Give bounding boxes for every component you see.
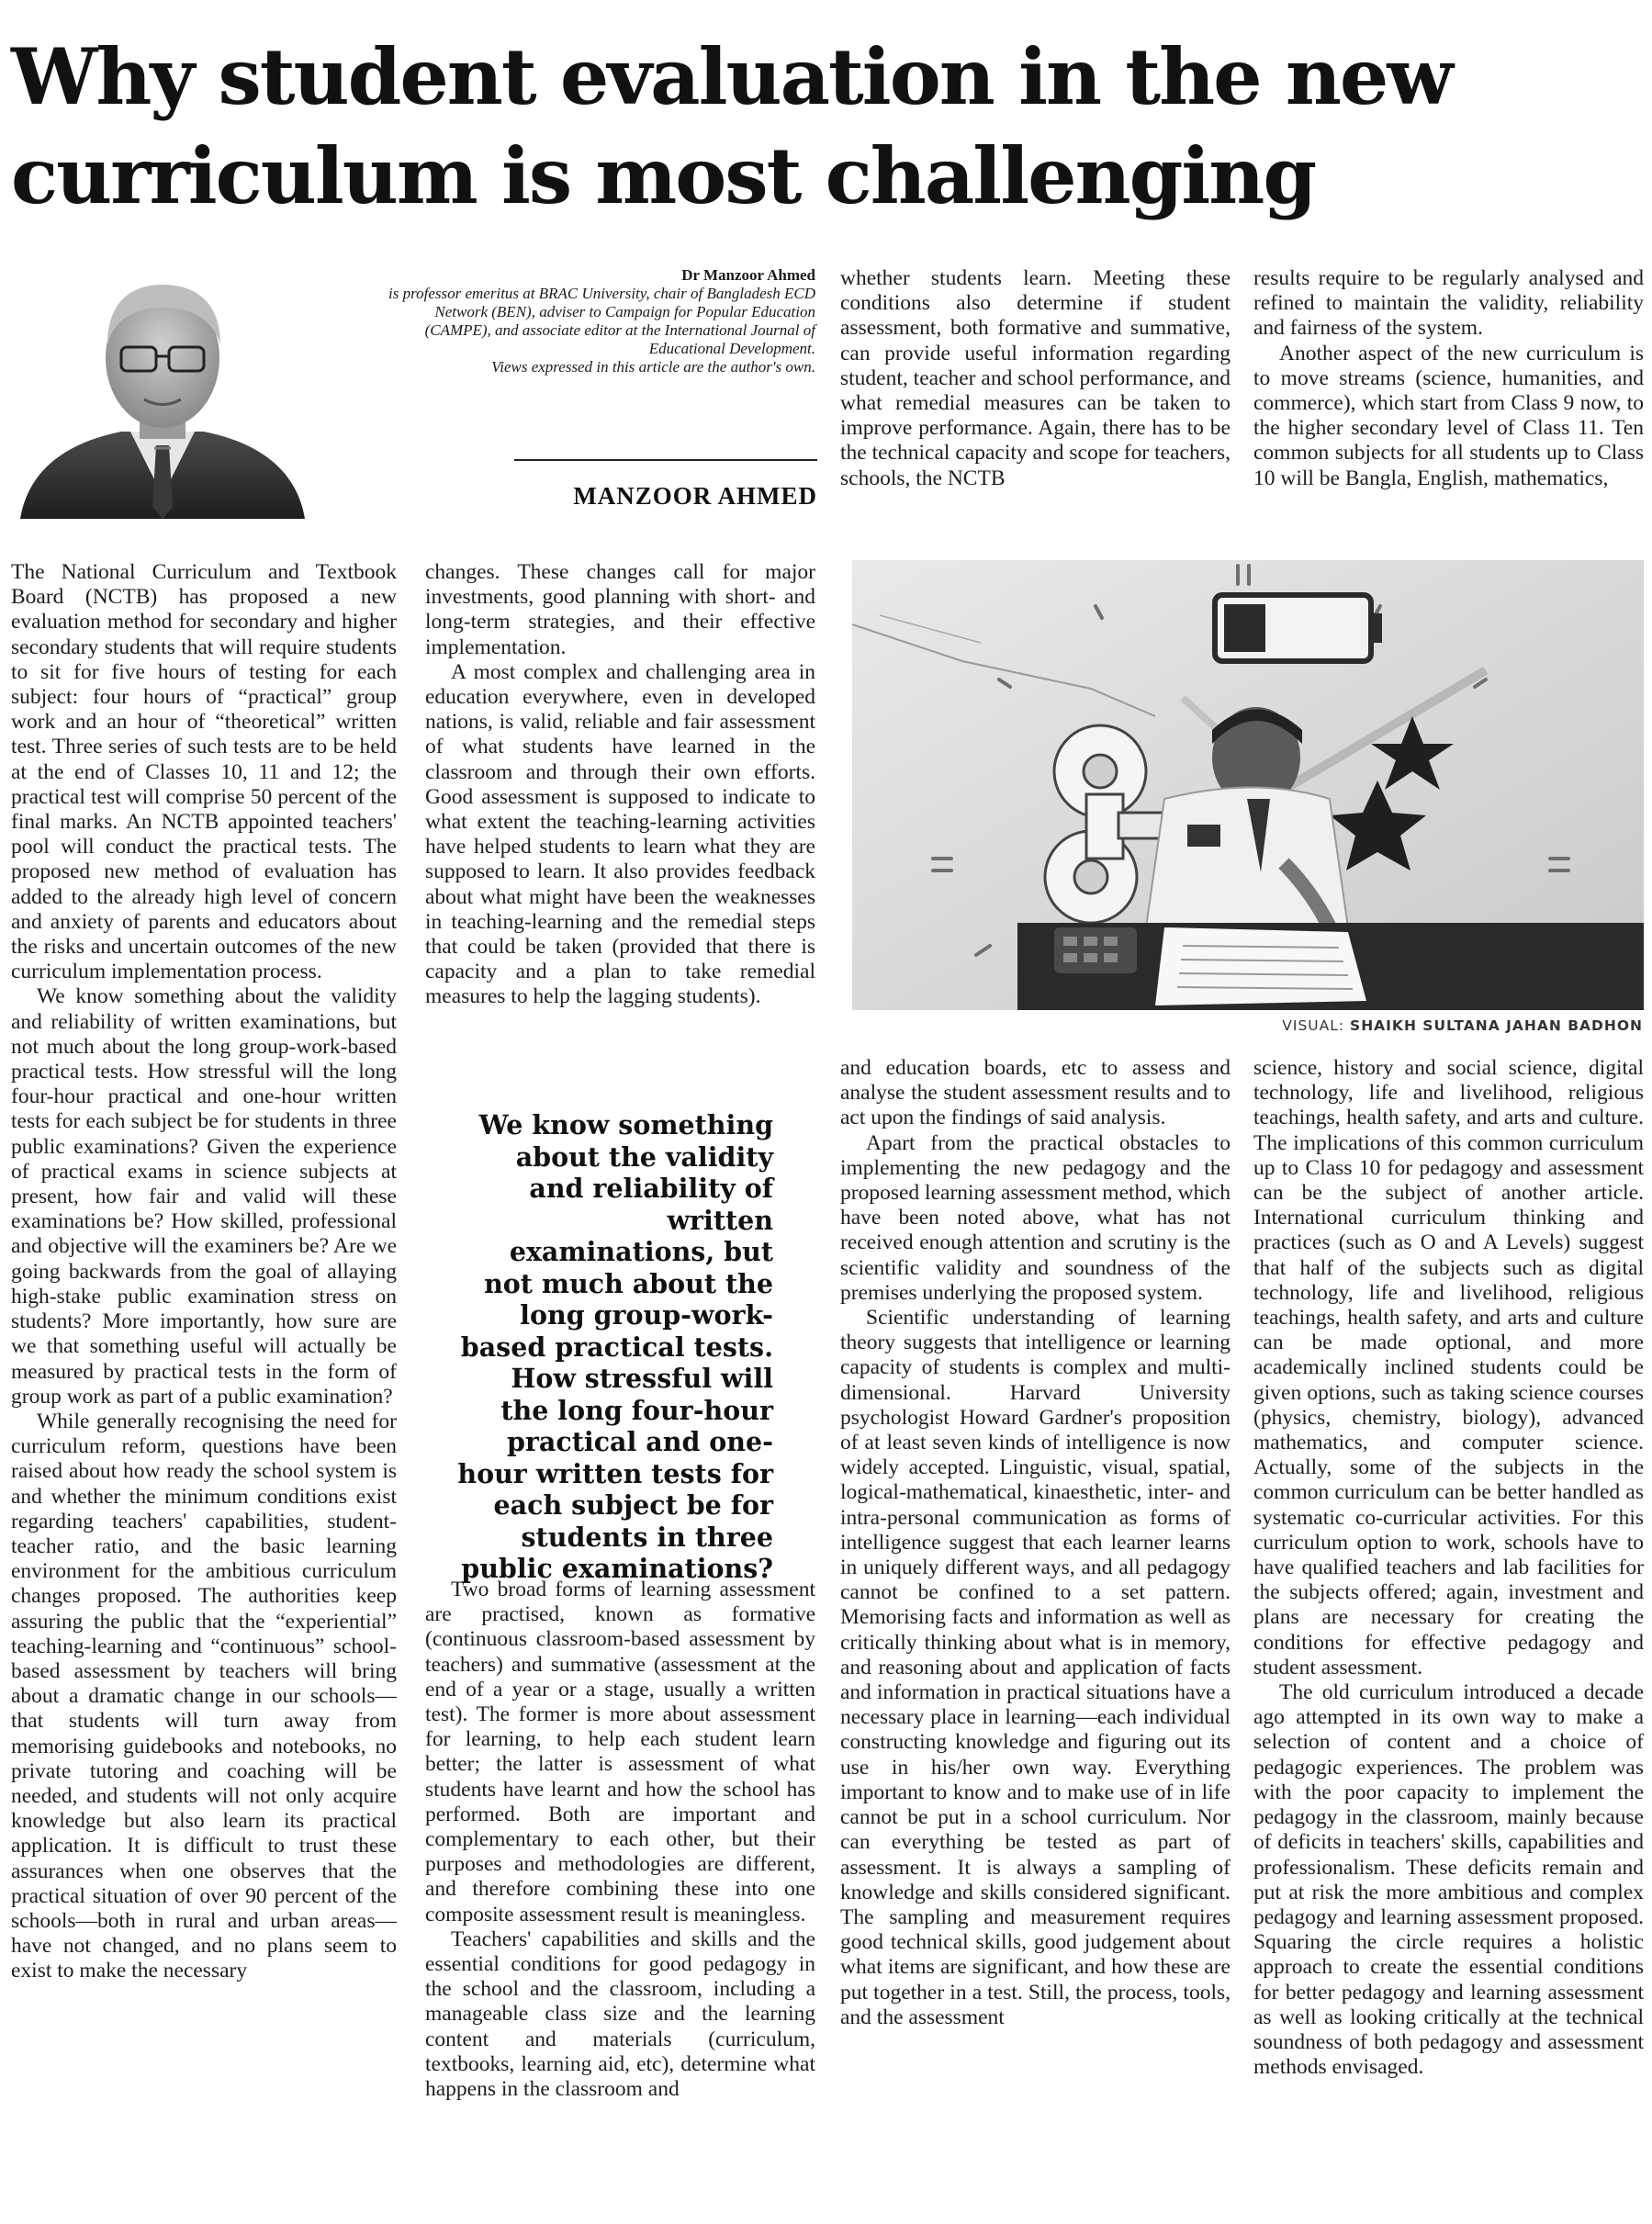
author-name-caps: MANZOOR AHMED xyxy=(573,482,817,510)
headline-line-1: Why student evaluation in the new xyxy=(11,31,1452,122)
paragraph: Another aspect of the new curriculum is to move streams (science, humanities, and commerce), which start from Class 9 now, to the higher secondary level of Class 11. Ten common subjects for all students up to Class 10 will be Bangla, English, mathematics, xyxy=(1253,341,1644,490)
column-4-bottom xyxy=(1253,1056,1644,2218)
paragraph: While generally recognising the need for curriculum reform, questions have been raised about how ready the school system is and whether the minimum conditions exist regarding teachers' capabilities, student-teacher ratio, and the basic learning environment for the ambitious curriculum changes proposed. The authorities keep assuring the public that the “experiential” teaching-learning and “continuous” school-based assessment by teachers will bring about a dramatic change in our schools—that students will turn away from memorising guidebooks and notebooks, no private tutoring and coaching will be needed, and students will not only acquire knowledge but also learn its practical application. It is difficult to trust these assurances when one observes that the practical situation of over 90 percent of the schools—both in rural and urban areas—have not changed, and no plans seem to exist to make the necessary xyxy=(11,1409,397,1983)
paragraph: results require to be regularly analysed and refined to maintain the validity, reliability and fairness of the system. xyxy=(1253,266,1644,341)
paragraph: Scientific understanding of learning theory suggests that intelligence or learning capacity of students is complex and multi-dimensional. Harvard University psychologist Howard Gardner's proposition of at least seven kinds of intelligence is now widely accepted. Linguistic, visual, spatial, logical-mathematical, kinaesthetic, inter- and intra-personal communication as forms of intelligence suggest that each learner learns in uniquely different ways, and all pedagogy cannot be confined to a set pattern. Memorising facts and information as well as critically thinking about what is in memory, and reasoning about and application of facts and information in practical situations have a necessary place in learning—each individual constructing knowledge and figuring out its use in his/her own way. Everything important to know and to make use of in life cannot be put in a school curriculum. Nor can everything be tested as part of assessment. It is always a sampling of knowledge and skills considered significant. The sampling and measurement requires good technical skills, good judgement about what items are significant, and how these are put together in a test. Still, the process, tools, and the assessment xyxy=(840,1306,1231,2029)
author-name: Dr Manzoor Ahmed xyxy=(681,266,815,284)
paragraph: and education boards, etc to assess and analyse the student assessment results and to act upon the findings of said analysis. xyxy=(840,1056,1231,1130)
column-2-top xyxy=(425,560,815,1074)
paragraph: changes. These changes call for major investments, good planning with short- and long-term strategies, and their effective implementation. xyxy=(425,560,815,659)
paragraph: The National Curriculum and Textbook Board (NCTB) has proposed a new evaluation method for secondary and higher secondary students that will require students to sit for five hours of testing for each subject: four hours of “practical” group work and an hour of “theoretical” written test. Three series of such tests are to be held at the end of Classes 10, 11 and 12; the practical test will comprise 50 percent of the final marks. An NCTB appointed teachers' pool will conduct the practical tests. The proposed new method of evaluation has added to the already high level of concern and anxiety of parents and educators about the risks and uncertain outcomes of the new curriculum implementation process. xyxy=(11,560,397,984)
column-4-top xyxy=(1253,266,1644,542)
author-bio: is professor emeritus at BRAC University, chair of Bangladesh ECD Network (BEN), adviser to Campaign for Popular Education (CAMPE), and associate editor at the International Journal of Educational Development. xyxy=(388,285,815,357)
column-1 xyxy=(11,560,397,2218)
article-illustration xyxy=(852,560,1644,1010)
battery-icon xyxy=(1215,595,1382,661)
paragraph: whether students learn. Meeting these conditions also determine if student assessment, both formative and summative, can provide useful information regarding student, teacher and school performance, and what remedial measures can be taken to improve performance. Again, there has to be the technical capacity and scope for teachers, schools, the NCTB xyxy=(840,266,1231,490)
column-3-bottom xyxy=(840,1056,1231,2218)
paragraph: science, history and social science, digital technology, life and livelihood, religious teachings, health safety, and arts and culture. The implications of this common curriculum up to Class 10 for pedagogy and assessment can be the subject of another article. International curriculum thinking and practices (such as O and A Levels) suggest that half of the subjects such as digital technology, life and livelihood, religious teachings, health safety, and arts and culture can be made optional, and more academically inclined students could be given options, such as taking science courses (physics, chemistry, biology), advanced mathematics, and computer science. Actually, some of the subjects in the common curriculum can be better handled as systematic co-curricular activities. For this curriculum option to work, schools have to have qualified teachers and lab facilities for the subjects offered; again, investment and plans are necessary for creating the conditions for effective pedagogy and student assessment. xyxy=(1253,1056,1644,1679)
paragraph: Two broad forms of learning assessment are practised, known as formative (continuous classroom-based assessment by teachers) and summative (assessment at the end of a year or a stage, usually a written test). The former is more about assessment for learning, to help each student learn better; the latter is assessment of what students have learnt and how the school has performed. Both are important and complementary to each other, but their purposes and methodologies are different, and therefore combining these into one composite assessment result is meaningless. xyxy=(425,1578,815,1926)
pull-quote: We know something about the validity and reliability of written examinations, but not much about the long group-work-based practical tests. How stressful will the long four-hour practical and one-hour written tests for each subject be for students in three public examinations? xyxy=(457,1109,773,1584)
author-divider xyxy=(514,459,817,461)
paragraph: A most complex and challenging area in education everywhere, even in developed nations, is valid, reliable and fair assessment of what students have learned in the classroom and through their own efforts. Good assessment is supposed to indicate to what extent the teaching-learning activities have helped students to learn what they are supposed to learn. It also provides feedback about what might have been the weaknesses in teaching-learning and the remedial steps that could be taken (provided that there is capacity and a plan to take remedial measures to help the lagging students). xyxy=(425,659,815,1009)
visual-credit-label: VISUAL: xyxy=(1282,1017,1345,1034)
column-3-top xyxy=(840,266,1231,542)
column-2-bottom xyxy=(425,1578,815,2218)
headline xyxy=(11,28,1636,226)
visual-credit-name: SHAIKH SULTANA JAHAN BADHON xyxy=(1350,1017,1643,1034)
paragraph: Apart from the practical obstacles to implementing the new pedagogy and the proposed learning assessment method, which have been noted above, what has not received enough attention and scrutiny is the scientific validity and soundness of the premises underlying the proposed system. xyxy=(840,1130,1231,1305)
author-bio-box xyxy=(367,266,815,376)
visual-credit xyxy=(1282,1017,1643,1034)
paragraph: The old curriculum introduced a decade ago attempted in its own way to make a selection of content and a choice of pedagogic experiences. The problem was with the poor capacity to implement the pedagogy in the classroom, mainly because of deficits in teachers' skills, capabilities and professionalism. These deficits remain and put at risk the more ambitious and complex pedagogy and learning assessment proposed. Squaring the circle requires a holistic approach to create the essential conditions for better pedagogy and learning assessment as well as looking critically at the technical soundness of both pedagogy and assessment methods envisaged. xyxy=(1253,1680,1644,2080)
headline-line-2: curriculum is most challenging xyxy=(11,130,1316,221)
views-disclaimer: Views expressed in this article are the author's own. xyxy=(491,358,815,376)
author-portrait xyxy=(11,266,314,519)
paragraph: We know something about the validity and reliability of written examinations, but not much about the long group-work-based practical tests. How stressful will the long four-hour practical and one-hour written tests for each subject be for students in three public examinations? Given the experience of practical exams in science subjects at present, how fair and valid will these examinations be? How skilled, professional and objective will the examiners be? Are we going backwards from the goal of allaying high-stake public examination stress on students? More importantly, how sure are we that something useful will actually be measured by practical tests in the form of group work as part of a public examination? xyxy=(11,984,397,1409)
paragraph: Teachers' capabilities and skills and the essential conditions for good pedagogy in the school and the classroom, including a manageable class size and the learning content and materials (curriculum, textbooks, learning aid, etc), determine what happens in the classroom and xyxy=(425,1926,815,2102)
